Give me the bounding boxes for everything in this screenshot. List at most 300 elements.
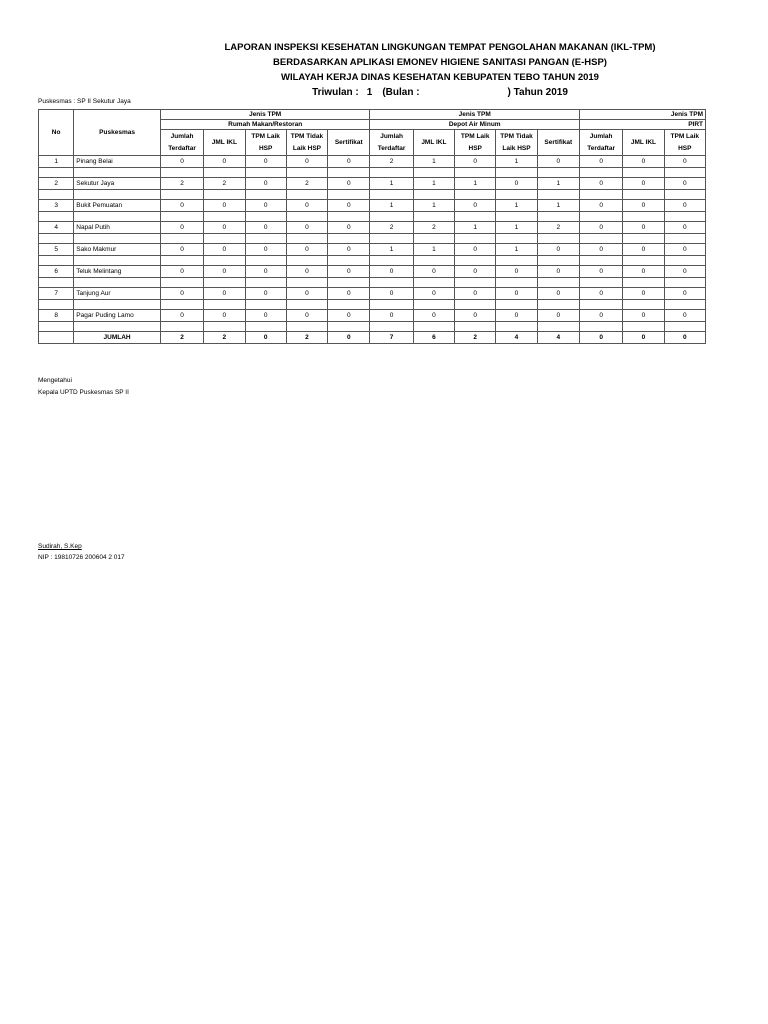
row-value: 0 — [204, 156, 245, 168]
blank-cell — [455, 234, 496, 244]
blank-cell — [74, 212, 161, 222]
row-value: 1 — [370, 200, 413, 212]
blank-cell — [455, 212, 496, 222]
row-value: 0 — [623, 200, 664, 212]
row-no: 1 — [39, 156, 74, 168]
blank-cell — [204, 190, 245, 200]
row-value: 0 — [579, 200, 622, 212]
row-value: 0 — [160, 200, 203, 212]
total-value: 0 — [664, 332, 705, 344]
row-no: 7 — [39, 288, 74, 300]
row-value: 0 — [455, 156, 496, 168]
row-puskesmas-name: Sako Makmur — [74, 244, 161, 256]
row-value: 0 — [286, 288, 327, 300]
blank-cell — [579, 168, 622, 178]
row-value: 0 — [664, 222, 705, 234]
row-value: 0 — [245, 266, 286, 278]
row-value: 0 — [537, 244, 579, 256]
row-value: 0 — [537, 288, 579, 300]
row-value: 0 — [328, 244, 370, 256]
row-value: 0 — [623, 310, 664, 322]
spacer-row — [39, 256, 706, 266]
row-value: 1 — [413, 244, 454, 256]
column-header: Jumlah Terdaftar — [160, 130, 203, 156]
tahun-label: ) Tahun 2019 — [507, 87, 568, 98]
table-row — [39, 266, 706, 278]
blank-cell — [579, 322, 622, 332]
row-value: 0 — [286, 266, 327, 278]
blank-cell — [328, 300, 370, 310]
blank-cell — [245, 190, 286, 200]
blank-cell — [537, 278, 579, 288]
title-line-4 — [180, 85, 700, 100]
blank-cell — [664, 168, 705, 178]
blank-cell — [328, 190, 370, 200]
row-value: 0 — [328, 222, 370, 234]
spacer-row — [39, 168, 706, 178]
triwulan-value: 1 — [366, 87, 373, 98]
header-jenis-tpm-3: Jenis TPM — [579, 110, 705, 120]
bulan-label: (Bulan : — [382, 87, 420, 98]
row-value: 0 — [664, 310, 705, 322]
row-value: 0 — [579, 222, 622, 234]
blank-cell — [245, 256, 286, 266]
blank-cell — [160, 190, 203, 200]
blank-cell — [39, 256, 74, 266]
row-value: 0 — [664, 200, 705, 212]
row-puskesmas-name: Teluk Melintang — [74, 266, 161, 278]
blank-cell — [160, 212, 203, 222]
blank-cell — [496, 168, 537, 178]
row-value: 0 — [204, 288, 245, 300]
blank-cell — [496, 278, 537, 288]
blank-cell — [370, 190, 413, 200]
row-value: 0 — [623, 244, 664, 256]
row-value: 0 — [537, 156, 579, 168]
signatory-name: Sudirah, S.Kep — [38, 543, 82, 550]
row-puskesmas-name: Pagar Puding Lamo — [74, 310, 161, 322]
row-value: 0 — [579, 244, 622, 256]
row-value: 0 — [160, 156, 203, 168]
blank-cell — [370, 278, 413, 288]
total-no-blank — [39, 332, 74, 344]
blank-cell — [245, 212, 286, 222]
total-value: 2 — [160, 332, 203, 344]
row-value: 1 — [370, 178, 413, 190]
row-puskesmas-name: Pinang Belai — [74, 156, 161, 168]
row-value: 0 — [286, 200, 327, 212]
row-value: 1 — [455, 222, 496, 234]
blank-cell — [623, 234, 664, 244]
row-value: 1 — [496, 244, 537, 256]
total-value: 4 — [496, 332, 537, 344]
column-header: TPM Laik HSP — [455, 130, 496, 156]
row-value: 0 — [579, 156, 622, 168]
table-row — [39, 200, 706, 212]
row-value: 0 — [455, 200, 496, 212]
table-row — [39, 288, 706, 300]
row-value: 2 — [370, 156, 413, 168]
blank-cell — [39, 278, 74, 288]
blank-cell — [370, 322, 413, 332]
row-no: 3 — [39, 200, 74, 212]
row-value: 0 — [664, 178, 705, 190]
table-row — [39, 222, 706, 234]
row-value: 1 — [455, 178, 496, 190]
blank-cell — [328, 278, 370, 288]
blank-cell — [537, 190, 579, 200]
row-value: 0 — [623, 288, 664, 300]
table-body — [39, 156, 706, 344]
blank-cell — [413, 322, 454, 332]
blank-cell — [39, 300, 74, 310]
blank-cell — [245, 322, 286, 332]
blank-cell — [286, 256, 327, 266]
blank-cell — [370, 212, 413, 222]
blank-cell — [537, 234, 579, 244]
blank-cell — [370, 168, 413, 178]
row-value: 0 — [370, 266, 413, 278]
column-header: TPM Laik HSP — [664, 130, 705, 156]
row-value: 0 — [537, 266, 579, 278]
row-value: 0 — [579, 288, 622, 300]
blank-cell — [39, 322, 74, 332]
row-value: 1 — [537, 200, 579, 212]
row-puskesmas-name: Napal Putih — [74, 222, 161, 234]
blank-cell — [496, 300, 537, 310]
row-value: 2 — [537, 222, 579, 234]
row-value: 0 — [413, 266, 454, 278]
blank-cell — [413, 278, 454, 288]
blank-cell — [328, 322, 370, 332]
blank-cell — [664, 256, 705, 266]
blank-cell — [204, 168, 245, 178]
row-value: 1 — [537, 178, 579, 190]
row-value: 0 — [328, 178, 370, 190]
blank-cell — [370, 300, 413, 310]
blank-cell — [286, 322, 327, 332]
total-row — [39, 332, 706, 344]
row-value: 0 — [455, 266, 496, 278]
blank-cell — [286, 168, 327, 178]
blank-cell — [370, 234, 413, 244]
row-value: 0 — [160, 288, 203, 300]
row-value: 0 — [245, 156, 286, 168]
row-value: 0 — [245, 244, 286, 256]
row-value: 0 — [328, 288, 370, 300]
row-value: 0 — [245, 288, 286, 300]
blank-cell — [413, 190, 454, 200]
row-value: 0 — [537, 310, 579, 322]
blank-cell — [496, 234, 537, 244]
blank-cell — [286, 234, 327, 244]
blank-cell — [537, 168, 579, 178]
blank-cell — [579, 256, 622, 266]
blank-cell — [537, 322, 579, 332]
row-no: 4 — [39, 222, 74, 234]
column-header: JML IKL — [413, 130, 454, 156]
total-value: 0 — [623, 332, 664, 344]
row-value: 0 — [204, 244, 245, 256]
blank-cell — [579, 234, 622, 244]
blank-cell — [245, 234, 286, 244]
blank-cell — [579, 212, 622, 222]
row-value: 0 — [160, 310, 203, 322]
blank-cell — [623, 278, 664, 288]
row-value: 0 — [286, 222, 327, 234]
row-value: 0 — [286, 310, 327, 322]
blank-cell — [496, 212, 537, 222]
blank-cell — [623, 190, 664, 200]
header-puskesmas: Puskesmas — [74, 110, 161, 156]
row-value: 0 — [664, 156, 705, 168]
row-puskesmas-name: Tanjung Aur — [74, 288, 161, 300]
row-value: 0 — [623, 222, 664, 234]
blank-cell — [74, 190, 161, 200]
total-value: 7 — [370, 332, 413, 344]
blank-cell — [413, 212, 454, 222]
table-row — [39, 156, 706, 168]
blank-cell — [160, 168, 203, 178]
column-header: Sertifikat — [537, 130, 579, 156]
row-value: 0 — [328, 156, 370, 168]
row-value: 0 — [496, 288, 537, 300]
row-value: 1 — [496, 156, 537, 168]
blank-cell — [160, 322, 203, 332]
mengetahui-label: Mengetahui — [38, 377, 72, 384]
blank-cell — [496, 256, 537, 266]
row-value: 0 — [370, 310, 413, 322]
row-no: 8 — [39, 310, 74, 322]
report-title — [180, 40, 700, 100]
row-value: 0 — [664, 266, 705, 278]
blank-cell — [579, 300, 622, 310]
total-value: 0 — [579, 332, 622, 344]
row-value: 0 — [496, 310, 537, 322]
row-value: 1 — [496, 222, 537, 234]
row-value: 0 — [204, 200, 245, 212]
blank-cell — [664, 234, 705, 244]
blank-cell — [664, 190, 705, 200]
total-label: JUMLAH — [74, 332, 161, 344]
blank-cell — [245, 300, 286, 310]
column-header: Sertifikat — [328, 130, 370, 156]
blank-cell — [204, 278, 245, 288]
blank-cell — [455, 278, 496, 288]
row-value: 0 — [286, 244, 327, 256]
row-no: 2 — [39, 178, 74, 190]
row-value: 0 — [245, 310, 286, 322]
blank-cell — [579, 278, 622, 288]
blank-cell — [455, 256, 496, 266]
title-line-2: BERDASARKAN APLIKASI EMONEV HIGIENE SANITASI PANGAN (E-HSP) — [273, 57, 607, 68]
blank-cell — [245, 168, 286, 178]
puskesmas-line: Puskesmas : SP II Sekutur Jaya — [38, 98, 131, 105]
row-value: 0 — [623, 156, 664, 168]
row-value: 0 — [328, 266, 370, 278]
column-header: JML IKL — [623, 130, 664, 156]
row-value: 1 — [413, 156, 454, 168]
blank-cell — [413, 168, 454, 178]
row-value: 0 — [204, 310, 245, 322]
row-value: 0 — [455, 310, 496, 322]
row-value: 1 — [370, 244, 413, 256]
blank-cell — [74, 168, 161, 178]
blank-cell — [204, 256, 245, 266]
signatory-nip: NIP : 19810726 200604 2 017 — [38, 554, 125, 561]
blank-cell — [413, 300, 454, 310]
row-value: 2 — [160, 178, 203, 190]
blank-cell — [39, 234, 74, 244]
header-group-pirt: PIRT — [579, 120, 705, 130]
spacer-row — [39, 190, 706, 200]
table-row — [39, 310, 706, 322]
blank-cell — [496, 190, 537, 200]
blank-cell — [204, 234, 245, 244]
blank-cell — [623, 322, 664, 332]
blank-cell — [328, 168, 370, 178]
row-value: 0 — [496, 178, 537, 190]
blank-cell — [39, 168, 74, 178]
blank-cell — [664, 300, 705, 310]
spacer-row — [39, 278, 706, 288]
report-table — [38, 109, 706, 344]
row-value: 1 — [496, 200, 537, 212]
blank-cell — [370, 256, 413, 266]
blank-cell — [204, 322, 245, 332]
row-puskesmas-name: Sekutur Jaya — [74, 178, 161, 190]
row-value: 0 — [245, 222, 286, 234]
row-value: 0 — [328, 310, 370, 322]
title-line-3: WILAYAH KERJA DINAS KESEHATAN KEBUPATEN TEBO TAHUN 2019 — [281, 72, 599, 83]
kepala-label: Kepala UPTD Puskesmas SP II — [38, 389, 129, 396]
blank-cell — [39, 190, 74, 200]
column-header: TPM Laik HSP — [245, 130, 286, 156]
row-puskesmas-name: Bukit Pemuatan — [74, 200, 161, 212]
blank-cell — [74, 278, 161, 288]
row-value: 0 — [204, 266, 245, 278]
row-value: 0 — [496, 266, 537, 278]
row-value: 0 — [455, 244, 496, 256]
spacer-row — [39, 212, 706, 222]
row-value: 0 — [579, 310, 622, 322]
blank-cell — [328, 234, 370, 244]
column-header: Jumlah Terdaftar — [579, 130, 622, 156]
blank-cell — [74, 256, 161, 266]
row-value: 0 — [413, 288, 454, 300]
row-value: 0 — [455, 288, 496, 300]
header-group-rumah-makan: Rumah Makan/Restoran — [160, 120, 370, 130]
row-no: 6 — [39, 266, 74, 278]
row-value: 0 — [160, 266, 203, 278]
header-no: No — [39, 110, 74, 156]
row-value: 0 — [413, 310, 454, 322]
blank-cell — [74, 300, 161, 310]
blank-cell — [39, 212, 74, 222]
total-value: 4 — [537, 332, 579, 344]
row-value: 0 — [160, 222, 203, 234]
blank-cell — [74, 234, 161, 244]
blank-cell — [623, 212, 664, 222]
blank-cell — [664, 322, 705, 332]
blank-cell — [664, 278, 705, 288]
row-value: 2 — [413, 222, 454, 234]
header-group-depot-air: Depot Air Minum — [370, 120, 580, 130]
row-value: 0 — [204, 222, 245, 234]
blank-cell — [537, 300, 579, 310]
column-header: TPM Tidak Laik HSP — [286, 130, 327, 156]
title-line-1: LAPORAN INSPEKSI KESEHATAN LINGKUNGAN TEMPAT PENGOLAHAN MAKANAN (IKL-TPM) — [224, 42, 656, 53]
blank-cell — [455, 300, 496, 310]
blank-cell — [160, 256, 203, 266]
total-value: 2 — [204, 332, 245, 344]
row-value: 0 — [579, 266, 622, 278]
blank-cell — [455, 190, 496, 200]
blank-cell — [74, 322, 161, 332]
blank-cell — [496, 322, 537, 332]
row-value: 0 — [664, 244, 705, 256]
triwulan-label: Triwulan : — [312, 87, 359, 98]
row-value: 0 — [579, 178, 622, 190]
blank-cell — [204, 212, 245, 222]
row-value: 2 — [204, 178, 245, 190]
row-value: 0 — [328, 200, 370, 212]
blank-cell — [245, 278, 286, 288]
blank-cell — [455, 322, 496, 332]
blank-cell — [579, 190, 622, 200]
spacer-row — [39, 322, 706, 332]
column-header: JML IKL — [204, 130, 245, 156]
blank-cell — [204, 300, 245, 310]
row-no: 5 — [39, 244, 74, 256]
blank-cell — [664, 212, 705, 222]
blank-cell — [328, 212, 370, 222]
blank-cell — [537, 256, 579, 266]
row-value: 1 — [413, 178, 454, 190]
row-value: 0 — [664, 288, 705, 300]
blank-cell — [413, 256, 454, 266]
blank-cell — [286, 190, 327, 200]
blank-cell — [623, 168, 664, 178]
row-value: 0 — [245, 200, 286, 212]
blank-cell — [455, 168, 496, 178]
row-value: 1 — [413, 200, 454, 212]
row-value: 2 — [370, 222, 413, 234]
blank-cell — [537, 212, 579, 222]
row-value: 0 — [623, 178, 664, 190]
blank-cell — [286, 278, 327, 288]
blank-cell — [160, 300, 203, 310]
table-row — [39, 244, 706, 256]
column-header: TPM Tidak Laik HSP — [496, 130, 537, 156]
total-value: 0 — [245, 332, 286, 344]
blank-cell — [286, 300, 327, 310]
row-value: 0 — [370, 288, 413, 300]
header-jenis-tpm-1: Jenis TPM — [160, 110, 370, 120]
row-value: 0 — [160, 244, 203, 256]
blank-cell — [328, 256, 370, 266]
header-jenis-tpm-2: Jenis TPM — [370, 110, 580, 120]
column-header: Jumlah Terdaftar — [370, 130, 413, 156]
total-value: 6 — [413, 332, 454, 344]
row-value: 0 — [623, 266, 664, 278]
table-row — [39, 178, 706, 190]
row-value: 2 — [286, 178, 327, 190]
blank-cell — [160, 234, 203, 244]
spacer-row — [39, 300, 706, 310]
total-value: 0 — [328, 332, 370, 344]
blank-cell — [286, 212, 327, 222]
